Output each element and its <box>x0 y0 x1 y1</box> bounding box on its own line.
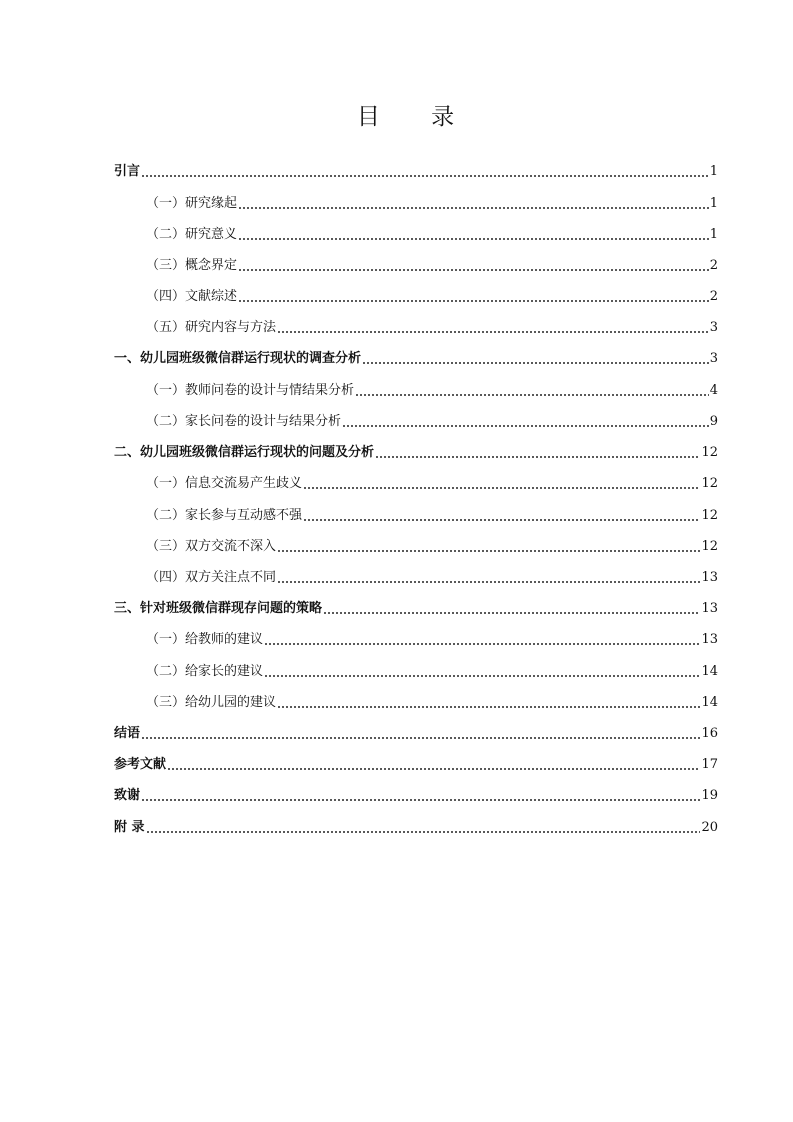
toc-entry <box>146 256 718 276</box>
toc-entry-page: 12 <box>701 476 718 491</box>
toc-entry <box>114 162 718 182</box>
toc-leader-dots <box>167 755 700 775</box>
toc-entry-label: 结语 <box>114 726 141 741</box>
toc-leader-dots <box>277 537 700 557</box>
toc-entry <box>146 287 718 307</box>
toc-entry-page: 1 <box>709 196 718 211</box>
toc-entry <box>146 225 718 245</box>
toc-leader-dots <box>238 225 709 245</box>
toc-entry-label: （二）家长参与互动感不强 <box>146 508 303 523</box>
toc-entry-page: 19 <box>701 788 718 803</box>
toc-entry <box>114 755 718 775</box>
toc-leader-dots <box>238 287 709 307</box>
toc-entry-label: 一、幼儿园班级微信群运行现状的调查分析 <box>114 351 362 366</box>
toc-entry-page: 2 <box>709 289 718 304</box>
toc-entry-label: 参考文献 <box>114 757 167 772</box>
toc-entry <box>146 381 718 401</box>
toc-entry-page: 3 <box>709 320 718 335</box>
toc-entry-label: 二、幼儿园班级微信群运行现状的问题及分析 <box>114 445 375 460</box>
toc-entry <box>146 693 718 713</box>
toc-entry-label: （三）双方交流不深入 <box>146 539 277 554</box>
toc-leader-dots <box>141 162 709 182</box>
toc-entry-label: （三）给幼儿园的建议 <box>146 695 277 710</box>
toc-entry-page: 9 <box>709 414 718 429</box>
toc-entry <box>146 474 718 494</box>
page-title: 目 录 <box>356 104 477 130</box>
toc-entry-page: 3 <box>709 351 718 366</box>
toc-entry <box>146 630 718 650</box>
toc-entry <box>146 568 718 588</box>
toc-entry-label: （一）教师问卷的设计与情结果分析 <box>146 383 355 398</box>
toc-entry <box>114 818 718 838</box>
toc-entry-page: 16 <box>701 726 718 741</box>
toc-leader-dots <box>238 256 709 276</box>
toc-entry-page: 13 <box>701 601 718 616</box>
toc-entry <box>146 506 718 526</box>
toc-leader-dots <box>375 443 700 463</box>
toc-entry-label: （二）给家长的建议 <box>146 664 264 679</box>
toc-leader-dots <box>141 724 700 744</box>
toc-entry-label: （二）研究意义 <box>146 227 238 242</box>
toc-entry-label: （四）双方关注点不同 <box>146 570 277 585</box>
toc-entry-page: 14 <box>701 695 718 710</box>
toc-entry-page: 12 <box>701 539 718 554</box>
toc-entry-label: 引言 <box>114 164 141 179</box>
toc-leader-dots <box>362 349 709 369</box>
toc-entry-label: （四）文献综述 <box>146 289 238 304</box>
toc-entry-page: 12 <box>701 508 718 523</box>
toc-leader-dots <box>277 318 709 338</box>
toc-leader-dots <box>264 662 700 682</box>
toc-entry-page: 1 <box>709 164 718 179</box>
toc-entry-page: 20 <box>701 820 718 835</box>
toc-leader-dots <box>303 506 700 526</box>
toc-entry <box>114 443 718 463</box>
toc-entry <box>114 786 718 806</box>
toc-entry-label: （三）概念界定 <box>146 258 238 273</box>
toc-leader-dots <box>342 412 709 432</box>
toc-entry <box>114 349 718 369</box>
toc-entry-page: 17 <box>701 757 718 772</box>
toc-entry <box>146 537 718 557</box>
toc-entry <box>146 412 718 432</box>
toc-entry <box>146 318 718 338</box>
toc-entry-label: （一）给教师的建议 <box>146 632 264 647</box>
toc-entry-label: （一）研究缘起 <box>146 196 238 211</box>
toc-entry-page: 13 <box>701 632 718 647</box>
toc-leader-dots <box>146 818 701 838</box>
toc-entry-page: 14 <box>701 664 718 679</box>
toc-entry-label: （一）信息交流易产生歧义 <box>146 476 303 491</box>
toc-entry-page: 13 <box>701 570 718 585</box>
toc-entry-label: 致谢 <box>114 788 141 803</box>
toc-entry-label: （五）研究内容与方法 <box>146 320 277 335</box>
toc-entry-page: 2 <box>709 258 718 273</box>
toc-entry <box>114 599 718 619</box>
toc-leader-dots <box>264 630 700 650</box>
toc-entry-page: 1 <box>709 227 718 242</box>
toc-leader-dots <box>355 381 709 401</box>
toc-entry-label: 三、针对班级微信群现存问题的策略 <box>114 601 323 616</box>
toc-entry-page: 4 <box>709 383 718 398</box>
toc-entry <box>114 724 718 744</box>
toc-entry-label: （二）家长问卷的设计与结果分析 <box>146 414 342 429</box>
toc-leader-dots <box>277 693 700 713</box>
toc-leader-dots <box>238 194 709 214</box>
toc-leader-dots <box>323 599 700 619</box>
toc-entry <box>146 194 718 214</box>
toc-entry <box>146 662 718 682</box>
toc-entry-label: 附 录 <box>114 820 145 835</box>
toc-leader-dots <box>277 568 700 588</box>
toc-leader-dots <box>303 474 700 494</box>
toc-entry-page: 12 <box>701 445 718 460</box>
toc-leader-dots <box>141 786 700 806</box>
